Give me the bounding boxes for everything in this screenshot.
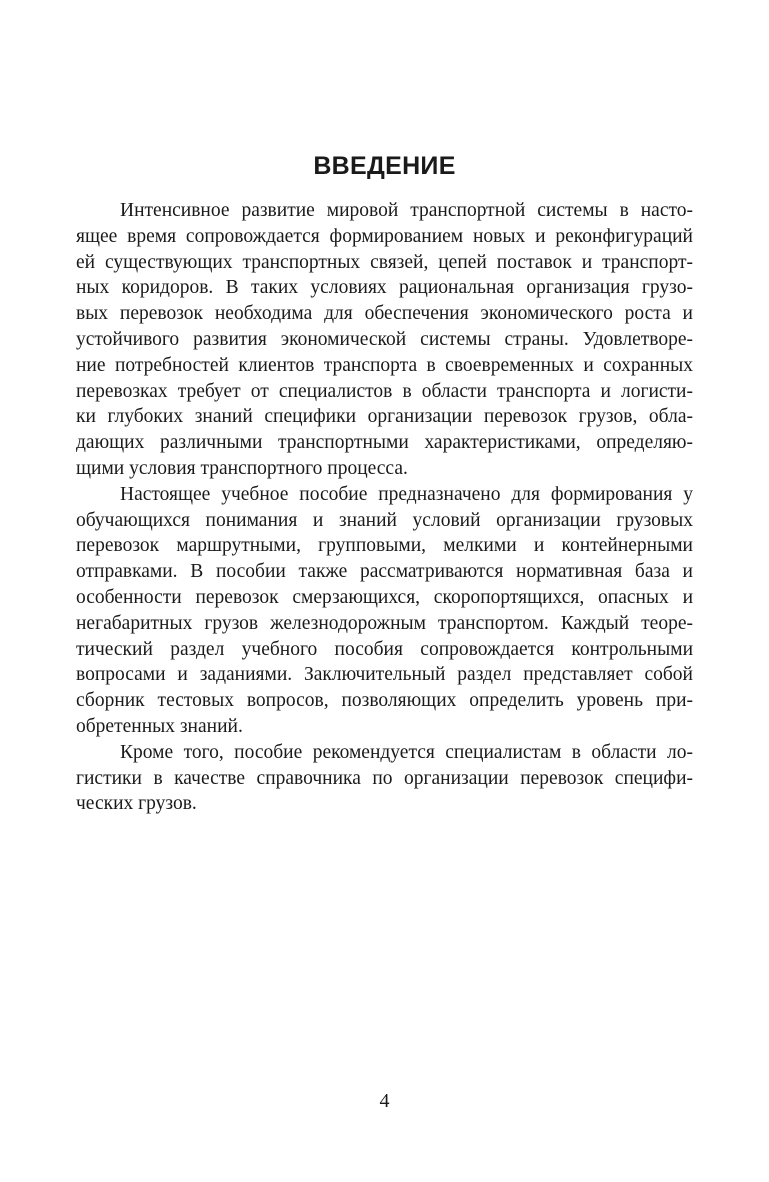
paragraph-line: тический раздел учебного пособия сопровождается контрольными xyxy=(76,638,693,660)
page-number: 4 xyxy=(379,1090,390,1112)
paragraph-line: вопросами и заданиями. Заключительный раздел представляет собой xyxy=(76,664,693,686)
paragraph-line: ящее время сопровождается формированием новых и реконфигураций xyxy=(76,225,693,247)
paragraph-line: дающих различными транспортными характеристиками, определяю- xyxy=(76,432,693,454)
paragraph-line: перевозках требует от специалистов в области транспорта и логисти- xyxy=(76,380,693,402)
paragraph-line: ние потребностей клиентов транспорта в своевременных и сохранных xyxy=(76,354,693,376)
paragraph-3 xyxy=(76,740,693,817)
paragraph-line: негабаритных грузов железнодорожным транспортом. Каждый теоре- xyxy=(76,612,693,634)
paragraph-line: ей существующих транспортных связей, цепей поставок и транспорт- xyxy=(76,251,693,273)
paragraph-line: Настоящее учебное пособие предназначено для формирования у xyxy=(120,483,693,505)
paragraph-line: обретенных знаний. xyxy=(76,715,243,737)
paragraph-line: сборник тестовых вопросов, позволяющих определить уровень при- xyxy=(76,690,693,712)
paragraph-line: устойчивого развития экономической системы страны. Удовлетворе- xyxy=(76,328,693,350)
paragraph-line: отправками. В пособии также рассматриваются нормативная база и xyxy=(76,561,693,583)
paragraph-1 xyxy=(76,198,693,482)
paragraph-line: ки глубоких знаний специфики организации перевозок грузов, обла- xyxy=(76,406,693,428)
paragraph-line: вых перевозок необходима для обеспечения экономического роста и xyxy=(76,303,693,325)
paragraph-line: Интенсивное развитие мировой транспортной системы в насто- xyxy=(120,200,693,221)
paragraph-line: обучающихся понимания и знаний условий организации грузовых xyxy=(76,509,693,531)
paragraph-2 xyxy=(76,482,693,740)
paragraph-line: ческих грузов. xyxy=(76,793,197,815)
paragraph-line: Кроме того, пособие рекомендуется специалистам в области ло- xyxy=(120,741,693,763)
paragraph-line: особенности перевозок смерзающихся, скоропортящихся, опасных и xyxy=(76,586,693,608)
body-text xyxy=(76,198,693,817)
paragraph-line: гистики в качестве справочника по организации перевозок специфи- xyxy=(76,767,693,789)
page-title: ВВЕДЕНИЕ xyxy=(313,152,456,180)
paragraph-line: щими условия транспортного процесса. xyxy=(76,457,408,479)
paragraph-line: перевозок маршрутными, групповыми, мелкими и контейнерными xyxy=(76,535,693,557)
paragraph-line: ных коридоров. В таких условиях рациональная организация грузо- xyxy=(76,277,693,299)
